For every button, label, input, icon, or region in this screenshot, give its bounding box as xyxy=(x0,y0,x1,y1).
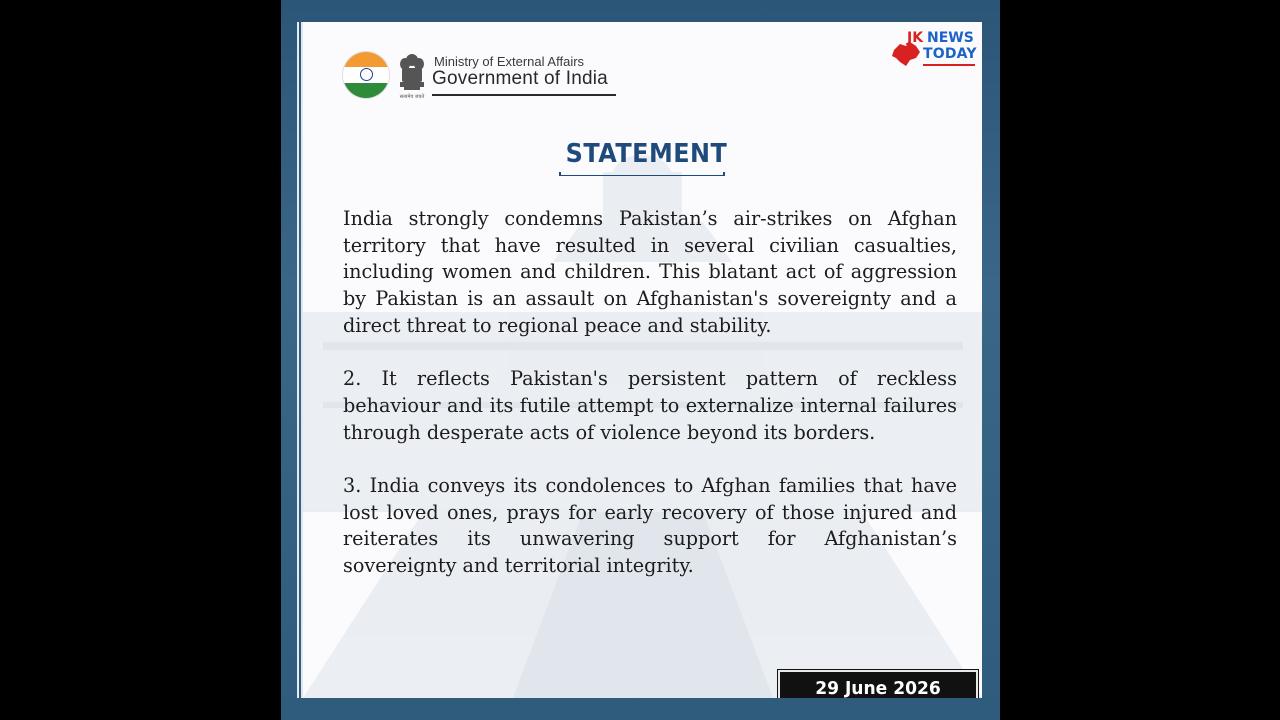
government-name: Government of India xyxy=(432,68,608,89)
paragraph-1: India strongly condemns Pakistan’s air-strikes on Afghan territory that have resulted in several civilian casualties, including women and children. This blatant act of aggression by Pakistan is an assault on Afghanistan's sovereignty and a direct threat to regional peace and stability. xyxy=(343,207,957,337)
logo-today: TODAY xyxy=(923,46,977,62)
left-border-line xyxy=(297,22,299,698)
paragraph-3: 3. India conveys its condolences to Afghan families that have lost loved ones, prays for early recovery of those injured and reiterates its unwavering support for Afghanistan’s sovereignty and territorial integrity. xyxy=(343,474,957,578)
logo-jk: JK xyxy=(907,30,924,46)
emblem-motto: सत्यमेव जयते xyxy=(399,94,425,100)
indian-flag-icon xyxy=(343,52,389,98)
statement-body xyxy=(343,206,957,607)
date-badge xyxy=(778,670,978,698)
national-emblem-icon xyxy=(397,50,427,100)
header-underline xyxy=(432,94,616,96)
statement-heading xyxy=(559,139,728,177)
title-bracket xyxy=(559,172,725,176)
logo-news: NEWS xyxy=(927,30,974,46)
logo-underline xyxy=(923,64,975,66)
statement-title: STATEMENT xyxy=(565,139,728,169)
ministry-name: Ministry of External Affairs xyxy=(434,54,585,69)
statement-date: 29 June 2026 xyxy=(815,678,941,698)
paragraph-2: 2. It reflects Pakistan's persistent pattern of reckless behaviour and its futile attempt to externalize internal failures through desperate acts of violence beyond its borders. xyxy=(343,367,957,444)
jk-news-today-logo xyxy=(887,28,977,72)
statement-card xyxy=(301,22,982,698)
